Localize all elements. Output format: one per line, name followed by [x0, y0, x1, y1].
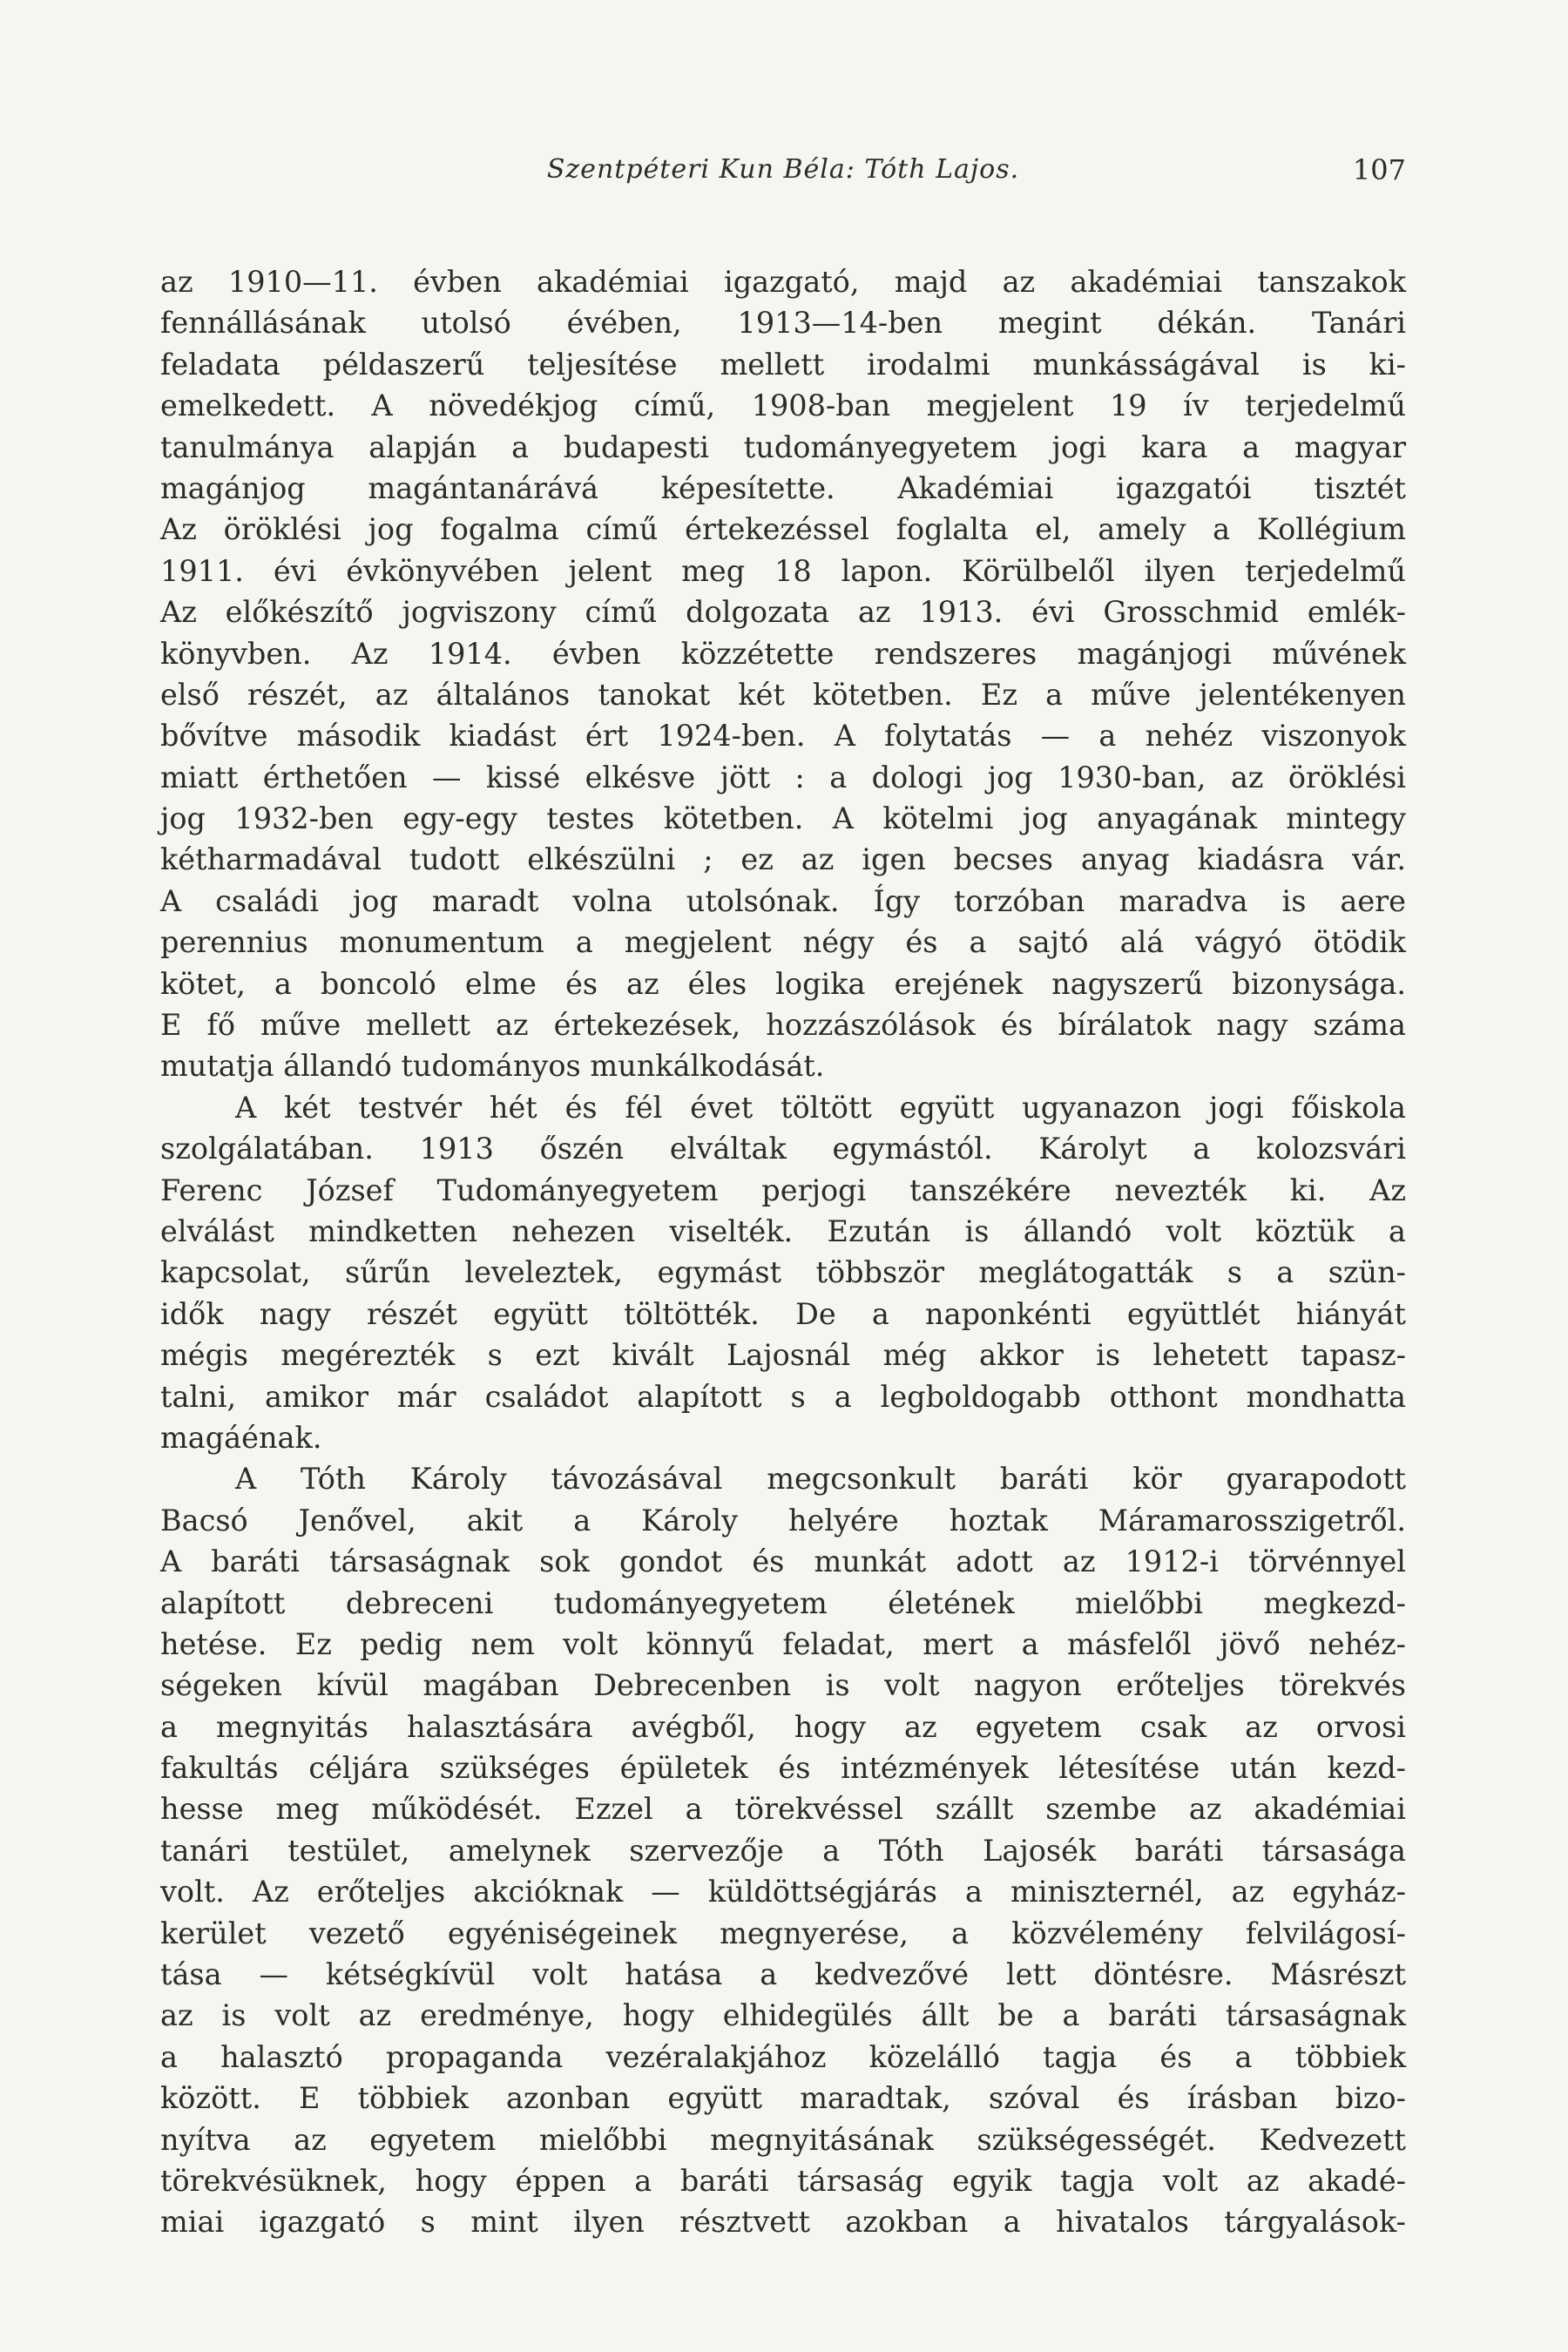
text-line: bővítve második kiadást ért 1924-ben. A folytatás — a nehéz viszonyok	[160, 719, 1406, 754]
text-line: tanulmánya alapján a budapesti tudományegyetem jogi kara a magyar	[160, 429, 1406, 464]
text-line: kerület vezető egyéniségeinek megnyerése, a közvélemény felvilágosí-	[160, 1916, 1406, 1950]
body-text	[160, 261, 1406, 2243]
page-number: 107	[1352, 153, 1406, 186]
text-line: miai igazgató s mint ilyen résztvett azokban a hivatalos tárgyalások-	[160, 2205, 1406, 2240]
text-line: feladata példaszerű teljesítése mellett irodalmi munkásságával is ki-	[160, 347, 1406, 382]
text-line: Az öröklési jog fogalma című értekezéssel foglalta el, amely a Kollégium	[160, 512, 1406, 547]
text-line: tása — kétségkívül volt hatása a kedvezővé lett döntésre. Másrészt	[160, 1957, 1406, 1992]
text-line: mutatja állandó tudományos munkálkodását.	[160, 1049, 825, 1084]
text-line: mégis megérezték s ezt kivált Lajosnál még akkor is lehetett tapasz-	[160, 1338, 1406, 1373]
text-line: törekvésüknek, hogy éppen a baráti társaság egyik tagja volt az akadé-	[160, 2163, 1406, 2198]
text-line: 1911. évi évkönyvében jelent meg 18 lapon. Körülbelől ilyen terjedelmű	[160, 553, 1406, 588]
text-line: kötet, a boncoló elme és az éles logika erejének nagyszerű bizonysága.	[160, 966, 1406, 1001]
text-line: között. E többiek azonban együtt maradtak, szóval és írásban bizo-	[160, 2081, 1406, 2116]
text-line: az is volt az eredménye, hogy elhidegülés állt be a baráti társaságnak	[160, 1998, 1406, 2033]
text-line: ségeken kívül magában Debrecenben is volt nagyon erőteljes törekvés	[160, 1668, 1406, 1703]
text-line: Az előkészítő jogviszony című dolgozata az 1913. évi Grosschmid emlék-	[160, 595, 1406, 630]
text-line: kétharmadával tudott elkészülni ; ez az igen becses anyag kiadásra vár.	[160, 842, 1406, 877]
text-line: emelkedett. A növedékjog című, 1908-ban megjelent 19 ív terjedelmű	[160, 389, 1406, 423]
text-line: perennius monumentum a megjelent négy és a sajtó alá vágyó ötödik	[160, 925, 1406, 960]
text-line: jog 1932-ben egy-egy testes kötetben. A kötelmi jog anyagának mintegy	[160, 801, 1406, 836]
page-header	[160, 148, 1406, 192]
text-line: kapcsolat, sűrűn leveleztek, egymást többször meglátogatták s a szün-	[160, 1255, 1406, 1290]
text-line: A családi jog maradt volna utolsónak. Így torzóban maradva is aere	[160, 883, 1406, 918]
text-line: az 1910—11. évben akadémiai igazgató, majd az akadémiai tanszakok	[160, 265, 1406, 299]
text-line: magáénak.	[160, 1420, 322, 1455]
text-line: könyvben. Az 1914. évben közzétette rendszeres magánjogi művének	[160, 636, 1406, 671]
text-line: a megnyitás halasztására avégből, hogy az egyetem csak az orvosi	[160, 1709, 1406, 1744]
text-line: idők nagy részét együtt töltötték. De a naponkénti együttlét hiányát	[160, 1296, 1406, 1331]
text-line: magánjog magántanárává képesítette. Akadémiai igazgatói tisztét	[160, 470, 1406, 505]
text-line: E fő műve mellett az értekezések, hozzászólások és bírálatok nagy száma	[160, 1008, 1406, 1043]
text-line: fakultás céljára szükséges épületek és intézmények létesítése után kezd-	[160, 1751, 1406, 1786]
text-line: alapított debreceni tudományegyetem életének mielőbbi megkezd-	[160, 1585, 1406, 1620]
text-line: Bacsó Jenővel, akit a Károly helyére hoztak Máramarosszigetről.	[160, 1503, 1406, 1538]
text-line: szolgálatában. 1913 őszén elváltak egymástól. Károlyt a kolozsvári	[160, 1132, 1406, 1166]
text-line: a halasztó propaganda vezéralakjához közelálló tagja és a többiek	[160, 2039, 1406, 2074]
text-line: A Tóth Károly távozásával megcsonkult baráti kör gyarapodott	[235, 1462, 1406, 1497]
text-line: hesse meg működését. Ezzel a törekvéssel szállt szembe az akadémiai	[160, 1792, 1406, 1827]
text-line: tanári testület, amelynek szervezője a Tóth Lajosék baráti társasága	[160, 1833, 1406, 1868]
text-line: volt. Az erőteljes akcióknak — küldöttségjárás a miniszternél, az egyház-	[160, 1875, 1406, 1909]
text-line: fennállásának utolsó évében, 1913—14-ben megint dékán. Tanári	[160, 306, 1406, 341]
text-line: elválást mindketten nehezen viselték. Ezután is állandó volt köztük a	[160, 1213, 1406, 1248]
text-line: A baráti társaságnak sok gondot és munkát adott az 1912-i törvénnyel	[160, 1544, 1406, 1579]
text-line: hetése. Ez pedig nem volt könnyű feladat, mert a másfelől jövő nehéz-	[160, 1626, 1406, 1661]
text-line: Ferenc József Tudományegyetem perjogi tanszékére nevezték ki. Az	[160, 1173, 1406, 1207]
text-line: miatt érthetően — kissé elkésve jött : a dologi jog 1930-ban, az öröklési	[160, 760, 1406, 794]
text-line: talni, amikor már családot alapított s a legboldogabb otthont mondhatta	[160, 1379, 1406, 1414]
text-line: A két testvér hét és fél évet töltött együtt ugyanazon jogi főiskola	[235, 1090, 1406, 1125]
text-line: nyítva az egyetem mielőbbi megnyitásának szükségességét. Kedvezett	[160, 2122, 1406, 2157]
text-line: első részét, az általános tanokat két kötetben. Ez a műve jelentékenyen	[160, 677, 1406, 712]
running-head: Szentpéteri Kun Béla: Tóth Lajos.	[546, 154, 1020, 185]
